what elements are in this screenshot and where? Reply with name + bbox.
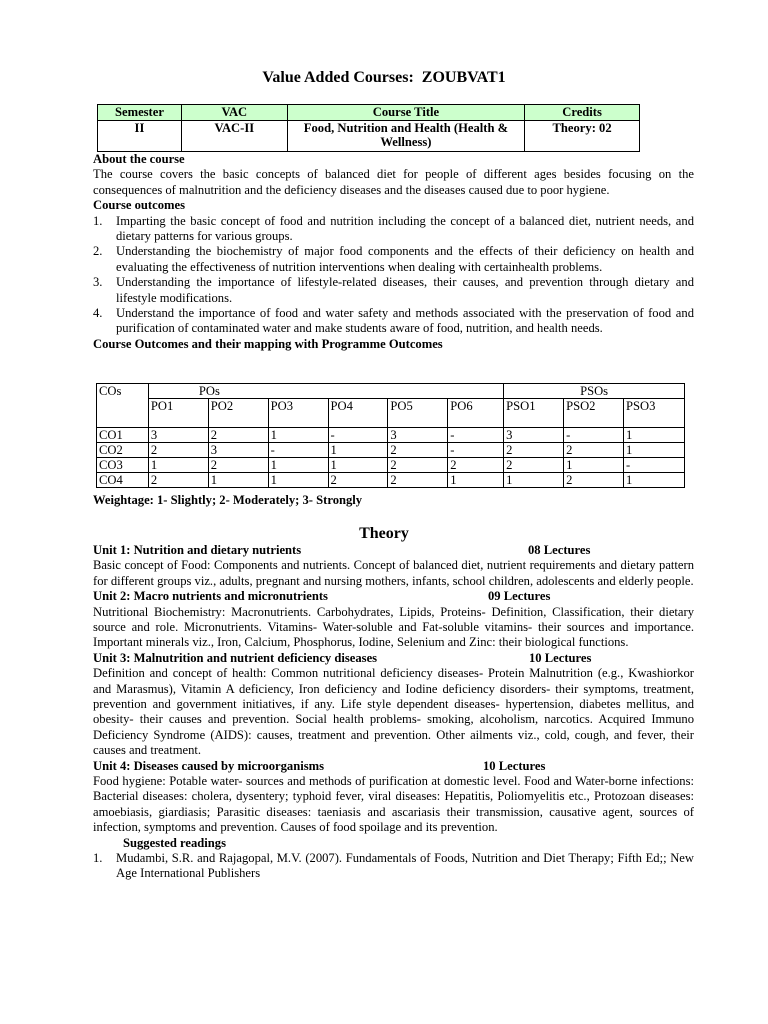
unit-text: Basic concept of Food: Components and nutrients. Concept of balanced diet, nutrient requirements and dietary pattern for different groups viz., adults, pregnant and nursing mothers, infants, school children, adolescents and elderly people. (93, 558, 694, 588)
table-row (97, 473, 685, 488)
table-cell: 3 (208, 443, 268, 458)
table-cell: 1 (268, 428, 328, 443)
col-header: PO5 (388, 399, 448, 428)
table-cell: 2 (148, 443, 208, 458)
table-cell: - (328, 428, 388, 443)
co-label: CO3 (97, 458, 149, 473)
table-cell: 1 (328, 458, 388, 473)
table-cell: 1 (208, 473, 268, 488)
units-section (93, 543, 694, 882)
unit-heading (93, 589, 694, 604)
page-title (0, 70, 768, 85)
col-header: PSO2 (564, 399, 624, 428)
unit-lectures: 10 Lectures (529, 650, 592, 665)
table-cell: 1 (268, 473, 328, 488)
mapping-heading: Course Outcomes and their mapping with Programme Outcomes (93, 336, 443, 351)
table-cell: 1 (623, 473, 684, 488)
table-row (97, 428, 685, 443)
course-info-table (97, 104, 640, 152)
pos-header: POs (148, 384, 503, 399)
unit-title: Unit 1: Nutrition and dietary nutrients (93, 543, 302, 557)
table-cell: - (448, 428, 504, 443)
table-cell: 1 (328, 443, 388, 458)
table-cell: 1 (623, 443, 684, 458)
cell-course-title: Food, Nutrition and Health (Health & Wellness) (287, 121, 524, 152)
co-label: CO4 (97, 473, 149, 488)
list-item: 2. Understanding the biochemistry of major food components and the effects of their deficiency on health and evaluating the effectiveness of nutrition interventions when dealing with certainhealth problems. (93, 244, 694, 274)
col-header: PO4 (328, 399, 388, 428)
table-cell: 2 (328, 473, 388, 488)
unit-lectures: 10 Lectures (483, 758, 546, 773)
table-cell: 1 (504, 473, 564, 488)
unit-heading (93, 543, 694, 558)
col-header: PO2 (208, 399, 268, 428)
unit-lectures: 09 Lectures (488, 589, 551, 604)
header-course-title: Course Title (287, 105, 524, 121)
table-row (97, 458, 685, 473)
psos-header: PSOs (504, 384, 685, 399)
table-cell: 3 (504, 428, 564, 443)
header-vac: VAC (181, 105, 287, 121)
table-cell: 2 (388, 458, 448, 473)
table-cell: 2 (504, 443, 564, 458)
list-item: 1. Mudambi, S.R. and Rajagopal, M.V. (2007). Fundamentals of Foods, Nutrition and Diet Therapy; Fifth Ed;; New Age International Publishers (93, 851, 694, 881)
readings-list (93, 851, 694, 882)
list-item: 1. Imparting the basic concept of food and nutrition including the concept of a balanced diet, nutrient needs, and dietary patterns for various groups. (93, 213, 694, 244)
table-cell: - (564, 428, 624, 443)
unit-lectures: 08 Lectures (528, 543, 591, 557)
unit-text: Food hygiene: Potable water- sources and methods of purification at domestic level. Food and Water-borne infections: Bacterial diseases: cholera, dysentery; typhoid fever, viral diseases: Hepatitis, Poliomyelitis etc., Protozoan diseases: amoebiasis, giardiasis; Parasitic diseases: taeniasis and ascariasis their transmission, causative agent, sources of infection, symptoms and prevention. Causes of food spoilage and its prevention. (93, 774, 694, 835)
weightage-note: Weightage: 1- Slightly; 2- Moderately; 3- Strongly (93, 493, 363, 507)
col-header: PO3 (268, 399, 328, 428)
table-cell: 2 (388, 473, 448, 488)
header-semester: Semester (98, 105, 182, 121)
table-cell: 2 (208, 458, 268, 473)
unit-text: Nutritional Biochemistry: Macronutrients. Carbohydrates, Lipids, Proteins- Definition, Classification, their dietary source and role. Micronutrients. Vitamins- Water-soluble and Fat-soluble vitamins- their sources and importance. Important minerals viz., Iron, Calcium, Phosphorus, Iodine, Selenium and Zinc: their biological functions. (93, 604, 694, 650)
table-row (97, 443, 685, 458)
list-item: 4. Understand the importance of food and water safety and methods associated with the preservation of food and purification of contaminated water and make students aware of food, nutrition, and health needs. (93, 306, 694, 336)
table-cell: - (623, 458, 684, 473)
about-text: The course covers the basic concepts of balanced diet for people of different ages besides focusing on the consequences of malnutrition and the deficiency diseases and the diseases caused due to poor hygiene. (93, 167, 694, 197)
table-cell: - (448, 443, 504, 458)
unit-title: Unit 3: Malnutrition and nutrient deficiency diseases (93, 650, 378, 665)
col-header: PO6 (448, 399, 504, 428)
table-cell: 2 (564, 443, 624, 458)
co-po-mapping-table (96, 383, 685, 488)
col-header: PO1 (148, 399, 208, 428)
unit-text: Definition and concept of health: Common nutritional deficiency diseases- Protein Malnutrition (e.g., Kwashiorkor and Marasmus), Vitamin A deficiency, Iron deficiency and Iodine deficiency disorders- their symptoms, treatment, prevention and government initiatives, if any. Life style dependent diseases- hypertension, diabetes mellitus, and obesity- their causes and prevention. Social health problems- smoking, alcoholism, narcotics. Acquired Immuno Deficiency Syndrome (AIDS): causes, treatment and prevention. Other ailments viz., cold, cough, and fever, their causes and treatment. (93, 666, 694, 758)
title-prefix: Value Added Courses: (262, 69, 414, 86)
course-code: ZOUBVAT1 (421, 69, 506, 86)
table-cell: 2 (564, 473, 624, 488)
theory-heading: Theory (359, 525, 409, 542)
header-credits: Credits (525, 105, 640, 121)
unit-title: Unit 4: Diseases caused by microorganisms (93, 758, 324, 773)
readings-heading: Suggested readings (123, 835, 226, 850)
table-cell: 2 (504, 458, 564, 473)
table-cell: 1 (448, 473, 504, 488)
table-cell: 3 (388, 428, 448, 443)
unit-title: Unit 2: Macro nutrients and micronutrients (93, 589, 328, 604)
table-cell: 1 (268, 458, 328, 473)
col-header: PSO3 (623, 399, 684, 428)
about-section (93, 152, 694, 352)
about-heading: About the course (93, 152, 185, 166)
table-cell: 2 (208, 428, 268, 443)
unit-heading (93, 759, 694, 774)
table-cell: 1 (564, 458, 624, 473)
outcomes-list (93, 214, 694, 337)
co-label: CO2 (97, 443, 149, 458)
list-item: 3. Understanding the importance of lifestyle-related diseases, their causes, and prevention through dietary and lifestyle modifications. (93, 275, 694, 305)
table-cell: - (268, 443, 328, 458)
cos-header: COs (97, 384, 149, 428)
co-label: CO1 (97, 428, 149, 443)
table-cell: 3 (148, 428, 208, 443)
cell-credits: Theory: 02 (525, 121, 640, 152)
col-header: PSO1 (504, 399, 564, 428)
table-cell: 2 (448, 458, 504, 473)
table-cell: 2 (148, 473, 208, 488)
table-cell: 1 (623, 428, 684, 443)
outcomes-heading: Course outcomes (93, 198, 185, 213)
table-cell: 2 (388, 443, 448, 458)
table-cell: 1 (148, 458, 208, 473)
unit-heading (93, 651, 694, 666)
cell-vac: VAC-II (181, 121, 287, 152)
cell-semester: II (98, 121, 182, 152)
